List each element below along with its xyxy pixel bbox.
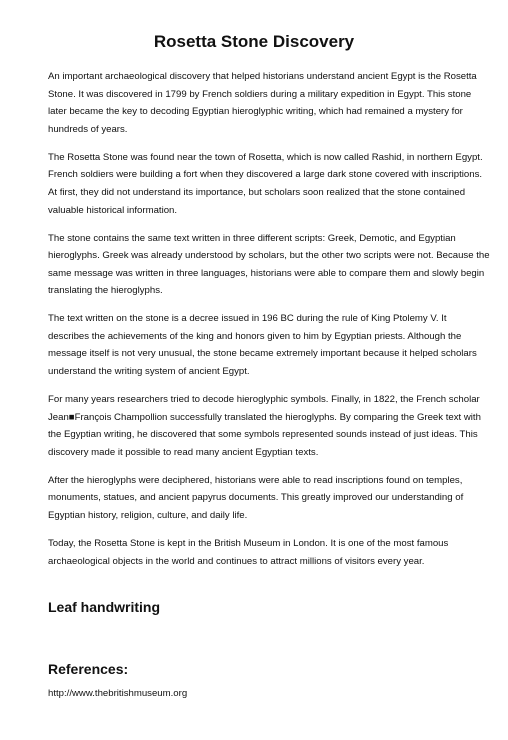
leaf-handwriting-heading: Leaf handwriting bbox=[48, 599, 160, 615]
paragraph-deciphered: After the hieroglyphs were deciphered, historians were able to read inscriptions found on temples, monuments, statues, and ancient papyrus documents. This greatly improved our understanding of Egyptian history, religion, culture, and daily life. bbox=[48, 474, 464, 522]
paragraph-discovery-intro: An important archaeological discovery that helped historians understand ancient Egypt is the Rosetta Stone. It was discovered in 1799 by French soldiers during a military expedition in Egypt. This stone later became the key to decoding Egyptian hieroglyphic writing, which had remained a mystery for hundreds of years. bbox=[48, 71, 477, 135]
paragraph-decoding: For many years researchers tried to decode hieroglyphic symbols. Finally, in 1822, the French scholar Jean■François Champollion successfully translated the hieroglyphs. By comparing the Greek text with the Egyptian writing, he discovered that some symbols represented sounds instead of just ideas. This discovery made it possible to read many ancient Egyptian texts. bbox=[48, 394, 481, 458]
paragraph-decree: The text written on the stone is a decree issued in 196 BC during the rule of King Ptolemy V. It describes the achievements of the king and honors given to him by Egyptian priests. Although the message itself is not very unusual, the stone became extremely important because it helped scholars understand the writing system of ancient Egypt. bbox=[48, 313, 477, 378]
paragraph-british-museum: Today, the Rosetta Stone is kept in the British Museum in London. It is one of the most famous archaeological objects in the world and continues to attract millions of visitors every year. bbox=[48, 538, 449, 567]
reference-link[interactable]: http://www.thebritishmuseum.org bbox=[48, 688, 188, 699]
document-title: Rosetta Stone Discovery bbox=[153, 32, 355, 51]
paragraph-three-scripts: The stone contains the same text written in three different scripts: Greek, Demotic, and Egyptian hieroglyphs. Greek was already understood by scholars, but the other two scripts were not. Because the same message was written in three languages, historians were able to compare them and slowly begin translating the hieroglyphs. bbox=[48, 232, 490, 297]
references-heading: References: bbox=[48, 661, 129, 677]
paragraph-location: The Rosetta Stone was found near the town of Rosetta, which is now called Rashid, in northern Egypt. French soldiers were building a fort when they discovered a large dark stone covered with inscriptions. At first, they did not understand its importance, but scholars soon realized that the stone contained valuable historical information. bbox=[48, 151, 483, 216]
